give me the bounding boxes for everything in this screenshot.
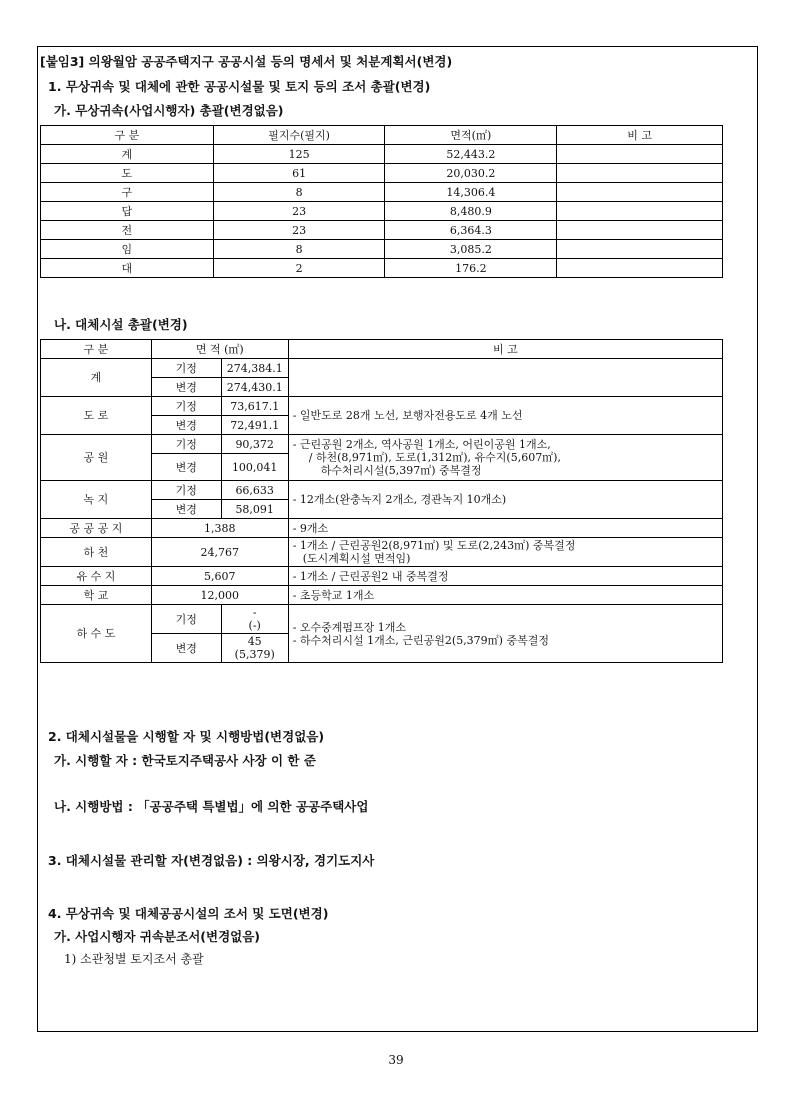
table-row [41,240,723,259]
cell [288,359,722,397]
replacement-facility-table [40,339,723,663]
section-2b-line: 나. 시행방법 : 「공공주택 특별법」에 의한 공공주택사업 [54,799,369,814]
cell: 변경 [151,416,221,435]
table-row [41,586,723,605]
table-row [41,519,723,538]
cell: 기정 [151,359,221,378]
table-row [41,567,723,586]
cell: 유 수 지 [41,567,152,586]
cell: 녹 지 [41,481,152,519]
cell: 58,091 [221,500,288,519]
note-line: - 하수처리시설 1개소, 근린공원2(5,379㎡) 중복결정 [292,633,549,647]
table-row [41,145,723,164]
cell: 20,030.2 [385,164,557,183]
cell: 125 [213,145,385,164]
section-4a1-line: 1) 소관청별 토지조서 총괄 [64,952,204,966]
cell: 6,364.3 [385,221,557,240]
cell: 23 [213,202,385,221]
section-4a-title: 가. 사업시행자 귀속분조서(변경없음) [54,929,261,944]
table-row [41,221,723,240]
cell: - 일반도로 28개 노선, 보행자전용도로 4개 노선 [288,397,722,435]
section-4-title: 4. 무상귀속 및 대체공공시설의 조서 및 도면(변경) [48,906,329,921]
section-3-title: 3. 대체시설물 관리할 자(변경없음) : 의왕시장, 경기도지사 [48,853,375,868]
cell: 계 [41,145,214,164]
header-category: 구 분 [41,126,214,145]
cell: 100,041 [221,454,288,481]
header-area: 면적(㎡) [385,126,557,145]
value-line: (-) [248,619,261,632]
note-line: - 근린공원 2개소, 역사공원 1개소, 어린이공원 1개소, [292,438,551,451]
cell: 1,388 [151,519,288,538]
cell: 8 [213,240,385,259]
cell [288,605,722,663]
cell: 2 [213,259,385,278]
cell: 변경 [151,634,221,663]
cell: 72,491.1 [221,416,288,435]
cell: 임 [41,240,214,259]
cell [288,435,722,481]
cell: 73,617.1 [221,397,288,416]
header-category: 구 분 [41,340,152,359]
header-parcels: 필지수(필지) [213,126,385,145]
section-1a-title: 가. 무상귀속(사업시행자) 총괄(변경없음) [54,103,284,118]
cell: 5,607 [151,567,288,586]
cell [557,259,723,278]
cell [557,202,723,221]
table-row [41,164,723,183]
cell: - 1개소 / 근린공원2 내 중복결정 [288,567,722,586]
table-row [41,435,723,454]
note-line: (도시계획시설 면적임) [302,552,411,565]
cell: 공 공 공 지 [41,519,152,538]
cell: 274,384.1 [221,359,288,378]
cell: 하 수 도 [41,605,152,663]
cell: 변경 [151,454,221,481]
cell: 52,443.2 [385,145,557,164]
header-remarks: 비 고 [557,126,723,145]
table-row [41,481,723,500]
section-1b-title: 나. 대체시설 총괄(변경) [54,317,188,332]
cell: 기정 [151,481,221,500]
cell: 답 [41,202,214,221]
cell [557,221,723,240]
cell: 기정 [151,435,221,454]
cell: 8,480.9 [385,202,557,221]
note-line: / 하천(8,971㎡), 도로(1,312㎡), 유수지(5,607㎡), [308,451,561,464]
cell: 계 [41,359,152,397]
table-row [41,605,723,634]
cell: 전 [41,221,214,240]
note-line: - 1개소 / 근린공원2(8,971㎡) 및 도로(2,243㎡) 중복결정 [292,539,576,552]
table-header-row [41,126,723,145]
table-row [41,202,723,221]
cell: 61 [213,164,385,183]
cell: 24,767 [151,538,288,567]
header-remarks: 비 고 [288,340,722,359]
cell: 도 [41,164,214,183]
section-2a-line: 가. 시행할 자 : 한국토지주택공사 사장 이 한 준 [54,753,316,768]
cell: 176.2 [385,259,557,278]
cell: 구 [41,183,214,202]
table-header-row [41,340,723,359]
cell: 274,430.1 [221,378,288,397]
cell: 변경 [151,378,221,397]
cell: - 9개소 [288,519,722,538]
cell: 기정 [151,397,221,416]
cell: - 초등학교 1개소 [288,586,722,605]
cell: 하 천 [41,538,152,567]
cell: 학 교 [41,586,152,605]
value-line: (5,379) [234,648,275,661]
cell [557,240,723,259]
value-line: - [252,606,257,619]
table-row [41,359,723,378]
cell: 23 [213,221,385,240]
cell: 3,085.2 [385,240,557,259]
cell: 90,372 [221,435,288,454]
cell: 66,633 [221,481,288,500]
cell: - 12개소(완충녹지 2개소, 경관녹지 10개소) [288,481,722,519]
cell: 기정 [151,605,221,634]
page-number: 39 [388,1053,404,1067]
table-row [41,397,723,416]
value-line: 45 [247,635,262,648]
cell [221,634,288,663]
heading-main: [붙임3] 의왕월암 공공주택지구 공공시설 등의 명세서 및 처분계획서(변경) [40,54,453,69]
table-row [41,183,723,202]
section-2-title: 2. 대체시설물을 시행할 자 및 시행방법(변경없음) [48,729,325,744]
cell: 12,000 [151,586,288,605]
cell [288,538,722,567]
cell: 공 원 [41,435,152,481]
cell [557,164,723,183]
section-1-title: 1. 무상귀속 및 대체에 관한 공공시설물 및 토지 등의 조서 총괄(변경) [48,79,431,94]
gratuitous-reversion-table [40,125,723,278]
note-line: - 오수중계펌프장 1개소 [292,620,407,634]
cell: 8 [213,183,385,202]
cell: 14,306.4 [385,183,557,202]
table-row [41,538,723,567]
cell: 대 [41,259,214,278]
header-area: 면 적 (㎡) [151,340,288,359]
cell [557,145,723,164]
cell: 도 로 [41,397,152,435]
note-line: 하수처리시설(5,397㎡) 중복결정 [320,464,482,477]
cell: 변경 [151,500,221,519]
cell [221,605,288,634]
cell [557,183,723,202]
table-row [41,259,723,278]
